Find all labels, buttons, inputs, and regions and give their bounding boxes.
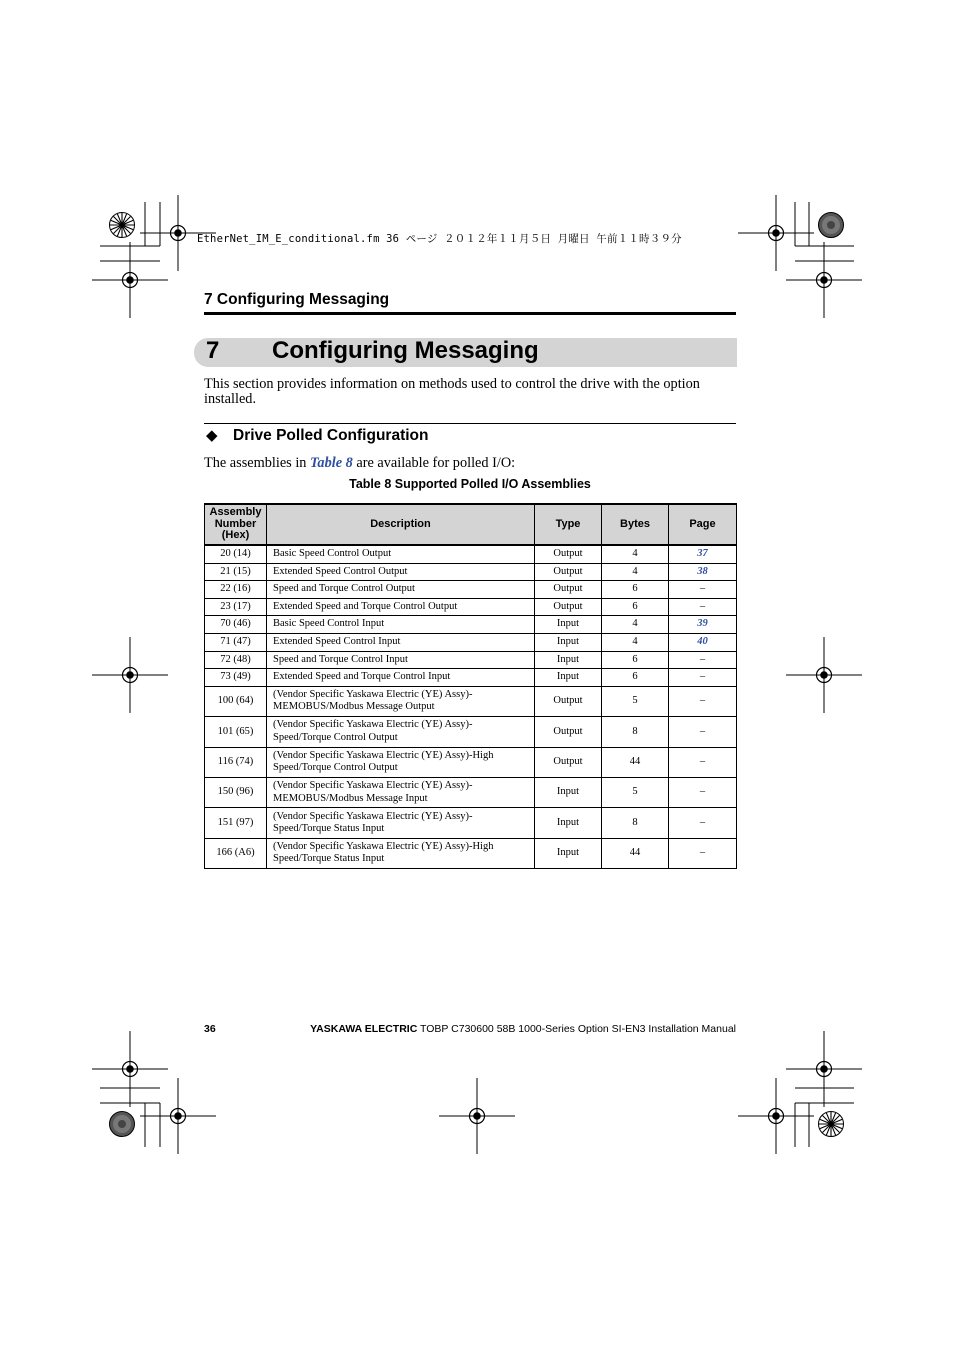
cell-assembly: 166 (A6) [205, 838, 267, 868]
cell-type: Output [535, 717, 602, 747]
cell-type: Output [535, 581, 602, 599]
cell-assembly: 71 (47) [205, 633, 267, 651]
table-header-row [205, 504, 737, 545]
cell-assembly: 151 (97) [205, 808, 267, 838]
table-row [205, 633, 737, 651]
chapter-number: 7 [206, 337, 220, 364]
footer-manual-title: TOBP C730600 58B 1000-Series Option SI-EN3 Installation Manual [417, 1023, 736, 1035]
cell-description: (Vendor Specific Yaskawa Electric (YE) Assy)-High Speed/Torque Status Input [267, 838, 535, 868]
cell-page: – [669, 838, 737, 868]
cell-type: Input [535, 633, 602, 651]
cell-bytes: 6 [602, 651, 669, 669]
cell-type: Output [535, 563, 602, 581]
cell-assembly: 101 (65) [205, 717, 267, 747]
registration-mark-icon [140, 1078, 216, 1154]
cell-description: Speed and Torque Control Input [267, 651, 535, 669]
cell-bytes: 8 [602, 808, 669, 838]
halftone-dot-icon [819, 213, 844, 238]
cell-bytes: 6 [602, 598, 669, 616]
body-text-after: are available for polled I/O: [352, 455, 516, 471]
cell-bytes: 4 [602, 633, 669, 651]
table-row [205, 747, 737, 777]
registration-mark-icon [738, 195, 814, 271]
registration-mark-icon [786, 242, 862, 318]
running-head-rule [204, 312, 736, 315]
assemblies-table [204, 503, 737, 869]
cell-assembly: 22 (16) [205, 581, 267, 599]
cell-description: Basic Speed Control Output [267, 545, 535, 563]
column-header-description: Description [267, 504, 535, 545]
cell-description: Extended Speed Control Input [267, 633, 535, 651]
table-8-link[interactable]: Table 8 [310, 455, 353, 471]
cell-assembly: 150 (96) [205, 777, 267, 807]
cell-page: – [669, 808, 737, 838]
registration-mark-icon [92, 637, 168, 713]
table-row [205, 581, 737, 599]
column-header-page: Page [669, 504, 737, 545]
cell-page: – [669, 669, 737, 687]
starburst-target-icon [819, 1112, 844, 1137]
cell-bytes: 44 [602, 838, 669, 868]
table-row [205, 598, 737, 616]
cell-description: Speed and Torque Control Output [267, 581, 535, 599]
table-caption: Table 8 Supported Polled I/O Assemblies [349, 477, 591, 491]
cell-bytes: 4 [602, 563, 669, 581]
cell-bytes: 5 [602, 777, 669, 807]
cell-type: Input [535, 808, 602, 838]
registration-mark-icon [92, 242, 168, 318]
footer-page-number: 36 [204, 1023, 216, 1035]
body-paragraph [204, 455, 515, 472]
body-text-before: The assemblies in [204, 455, 311, 471]
footer-doc-title [310, 1023, 736, 1035]
table-row [205, 777, 737, 807]
cell-assembly: 116 (74) [205, 747, 267, 777]
running-head: 7 Configuring Messaging [204, 291, 390, 308]
cell-assembly: 100 (64) [205, 686, 267, 716]
cell-type: Input [535, 777, 602, 807]
table-row [205, 808, 737, 838]
cell-bytes: 6 [602, 669, 669, 687]
print-header: EtherNet_IM_E_conditional.fm 36 ページ ２０１２年１１月５日 月曜日 午前１１時３９分 [197, 233, 682, 245]
page-link[interactable]: 40 [669, 633, 737, 651]
cell-type: Output [535, 545, 602, 563]
starburst-target-icon [110, 213, 135, 238]
cell-page: – [669, 777, 737, 807]
registration-mark-icon [92, 1031, 168, 1107]
cell-page: – [669, 598, 737, 616]
cell-type: Input [535, 669, 602, 687]
cell-type: Output [535, 598, 602, 616]
cell-bytes: 5 [602, 686, 669, 716]
table-row [205, 669, 737, 687]
table-row [205, 651, 737, 669]
cell-type: Input [535, 651, 602, 669]
cell-page: – [669, 686, 737, 716]
registration-mark-icon [738, 1078, 814, 1154]
cell-assembly: 72 (48) [205, 651, 267, 669]
cell-description: Basic Speed Control Input [267, 616, 535, 634]
column-header-bytes: Bytes [602, 504, 669, 545]
table-row [205, 563, 737, 581]
registration-mark-icon [786, 1031, 862, 1107]
chapter-title: Configuring Messaging [272, 337, 539, 364]
cell-bytes: 8 [602, 717, 669, 747]
cell-description: Extended Speed and Torque Control Input [267, 669, 535, 687]
cell-bytes: 4 [602, 616, 669, 634]
cell-assembly: 70 (46) [205, 616, 267, 634]
table-row [205, 717, 737, 747]
cell-bytes: 4 [602, 545, 669, 563]
cell-page: – [669, 717, 737, 747]
section-title: Drive Polled Configuration [233, 427, 429, 444]
cell-description: (Vendor Specific Yaskawa Electric (YE) Assy)-Speed/Torque Status Input [267, 808, 535, 838]
column-header-type: Type [535, 504, 602, 545]
cell-description: (Vendor Specific Yaskawa Electric (YE) Assy)-Speed/Torque Control Output [267, 717, 535, 747]
registration-mark-icon [786, 637, 862, 713]
halftone-dot-icon [110, 1112, 135, 1137]
cell-type: Output [535, 686, 602, 716]
footer-brand: YASKAWA ELECTRIC [310, 1023, 418, 1035]
table-row [205, 616, 737, 634]
page-link[interactable]: 37 [669, 545, 737, 563]
cell-bytes: 6 [602, 581, 669, 599]
cell-assembly: 23 (17) [205, 598, 267, 616]
cell-assembly: 21 (15) [205, 563, 267, 581]
cell-type: Output [535, 747, 602, 777]
page-link[interactable]: 39 [669, 616, 737, 634]
registration-mark-icon [439, 1078, 515, 1154]
cell-description: (Vendor Specific Yaskawa Electric (YE) Assy)-High Speed/Torque Control Output [267, 747, 535, 777]
page-link[interactable]: 38 [669, 563, 737, 581]
cell-type: Input [535, 838, 602, 868]
cell-description: (Vendor Specific Yaskawa Electric (YE) Assy)-MEMOBUS/Modbus Message Output [267, 686, 535, 716]
table-row [205, 545, 737, 563]
cell-description: (Vendor Specific Yaskawa Electric (YE) Assy)-MEMOBUS/Modbus Message Input [267, 777, 535, 807]
intro-paragraph: This section provides information on methods used to control the drive with the option installed. [204, 376, 700, 407]
table-row [205, 686, 737, 716]
cell-assembly: 20 (14) [205, 545, 267, 563]
cell-description: Extended Speed and Torque Control Output [267, 598, 535, 616]
column-header-assembly: Assembly Number (Hex) [205, 504, 267, 545]
cell-assembly: 73 (49) [205, 669, 267, 687]
cell-page: – [669, 651, 737, 669]
section-divider [204, 423, 736, 424]
diamond-bullet-icon: ◆ [206, 427, 218, 444]
cell-description: Extended Speed Control Output [267, 563, 535, 581]
table-row [205, 838, 737, 868]
cell-page: – [669, 747, 737, 777]
cell-bytes: 44 [602, 747, 669, 777]
cell-type: Input [535, 616, 602, 634]
cell-page: – [669, 581, 737, 599]
